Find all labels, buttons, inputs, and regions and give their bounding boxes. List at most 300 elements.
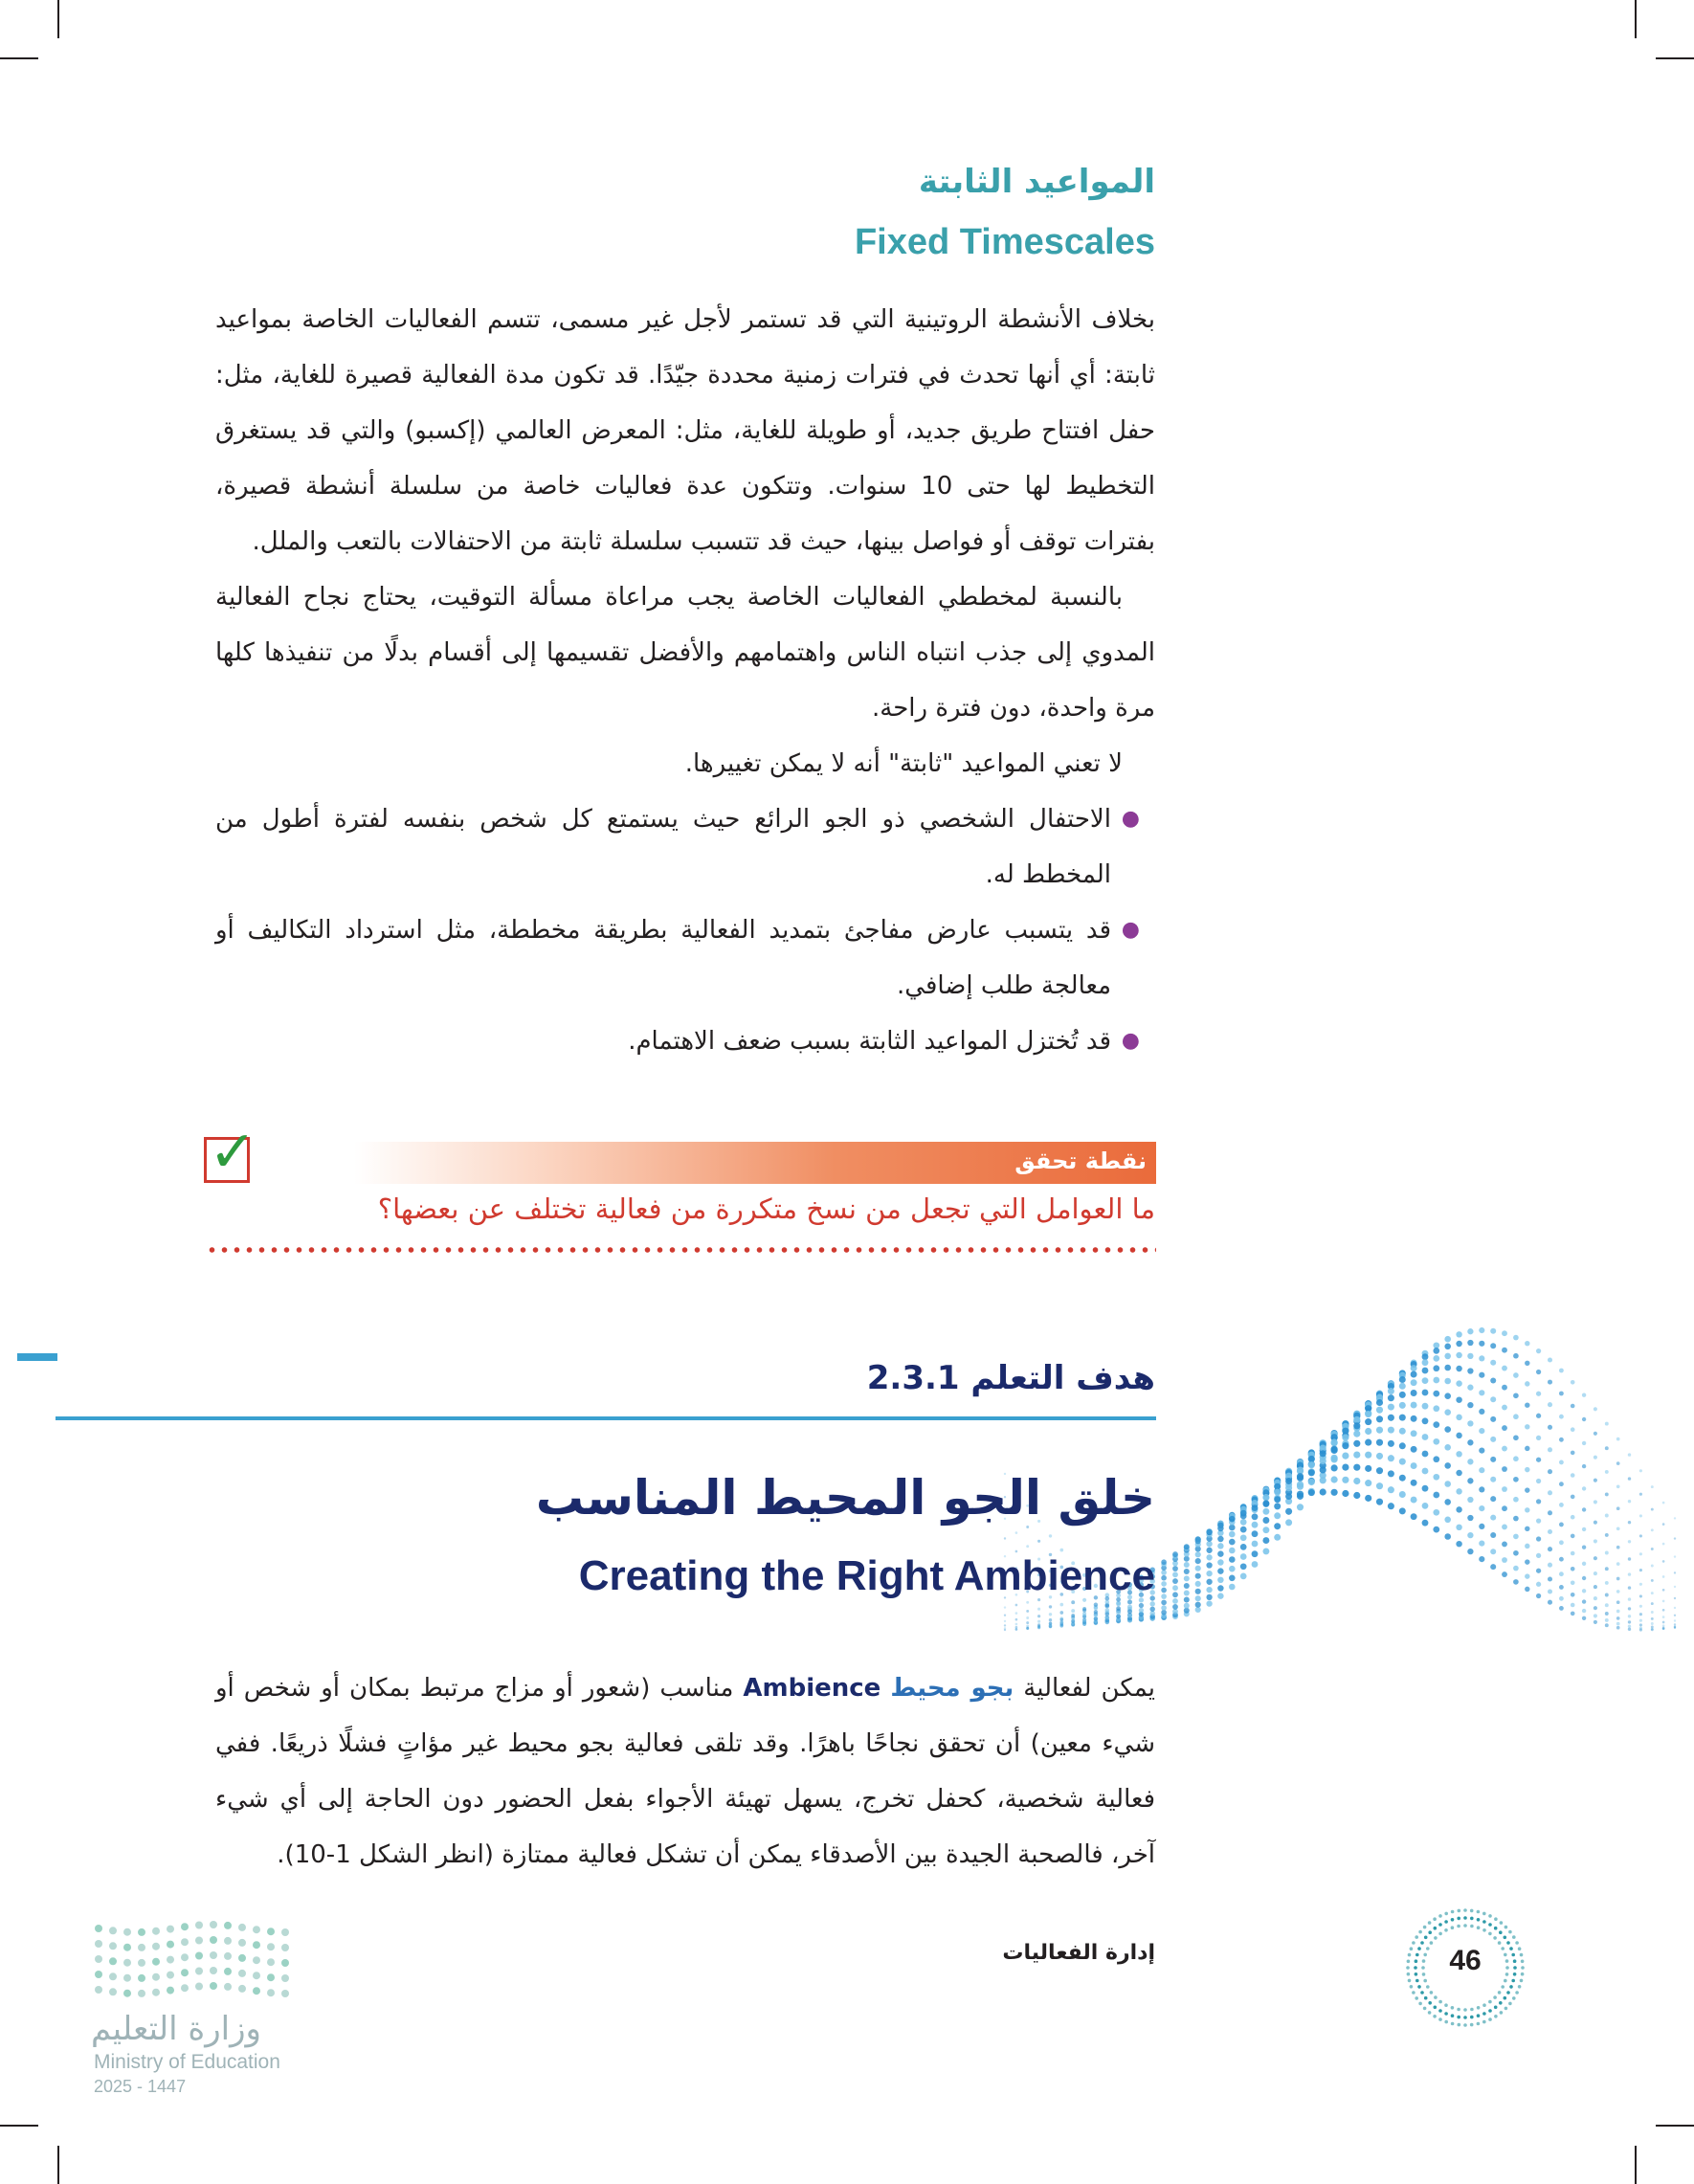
ring-dot <box>1508 1930 1512 1934</box>
logo-dot <box>224 1983 232 1991</box>
ring-dot <box>1444 1912 1448 1916</box>
wave-dot <box>1662 1560 1665 1563</box>
logo-dot <box>253 1972 260 1979</box>
wave-dot <box>1662 1616 1665 1618</box>
ring-dot <box>1438 1923 1442 1927</box>
wave-dot <box>1651 1579 1654 1582</box>
wave-dot <box>1525 1402 1529 1407</box>
wave-dot <box>1206 1594 1212 1600</box>
wave-dot <box>1467 1459 1473 1464</box>
wave-dot <box>1662 1543 1665 1546</box>
wave-dot <box>1536 1458 1541 1462</box>
logo-dot <box>109 1942 117 1950</box>
wave-dot <box>1502 1505 1507 1511</box>
wave-dot <box>1467 1328 1473 1334</box>
wave-dot <box>1285 1519 1292 1526</box>
logo-dot <box>281 1990 289 1997</box>
wave-dot <box>1502 1425 1507 1431</box>
wave-dot <box>1479 1372 1484 1378</box>
ring-dot <box>1428 1921 1432 1925</box>
wave-dot <box>1353 1464 1360 1471</box>
wave-dot <box>1285 1508 1292 1515</box>
wave-dot <box>1502 1486 1507 1492</box>
ring-dot <box>1482 1920 1486 1924</box>
paragraph: بخلاف الأنشطة الروتينية التي قد تستمر لأجل غير مسمى، تتسم الفعاليات الخاصة بمواعيد ثابتة: أي أنها تحدث في فترات زمنية محددة جيّدًا. قد تكون مدة الفعالية قصيرة للغاية، مثل: حفل افتتاح طريق جديد، أو طويلة للغاية، مثل: المعرض العالمي (إكسبو) والتي قد يستغرق التخطيط لها حتى 10 سنوات. وتتكون عدة فعاليات خاصة من سلسلة أنشطة قصيرة، بفترات توقف أو فواصل بينها، حيث قد تتسبب سلسلة ثابتة من الاحتفالات بالتعب والملل. <box>215 305 1155 556</box>
logo-dot <box>123 1944 131 1951</box>
wave-dot <box>1217 1523 1223 1528</box>
wave-dot <box>1184 1562 1190 1568</box>
wave-dot <box>1490 1360 1496 1366</box>
ring-dot <box>1494 1927 1498 1930</box>
wave-dot <box>1662 1523 1665 1526</box>
ring-dot <box>1415 1979 1419 1983</box>
wave-dot <box>1365 1495 1371 1502</box>
logo-dot <box>195 1952 203 1960</box>
wave-dot <box>1594 1500 1597 1504</box>
wave-dot <box>1651 1528 1654 1531</box>
wave-dot <box>1639 1493 1642 1496</box>
wave-dot <box>1026 1627 1029 1630</box>
wave-dot <box>1353 1422 1360 1429</box>
wave-dot <box>1674 1586 1676 1588</box>
ring-dot <box>1433 2015 1437 2018</box>
wave-dot <box>1502 1446 1507 1452</box>
ring-dot <box>1470 1909 1474 1913</box>
crop-mark <box>57 2146 59 2184</box>
ring-dot <box>1438 1932 1442 1936</box>
wave-dot <box>1594 1585 1597 1589</box>
wave-dot <box>1331 1446 1338 1453</box>
wave-dot <box>1490 1457 1496 1462</box>
wave-dot <box>1195 1536 1201 1542</box>
wave-dot <box>1582 1576 1586 1580</box>
wave-dot <box>1365 1418 1371 1425</box>
wave-dot <box>1172 1578 1178 1584</box>
wave-dot <box>1582 1441 1586 1445</box>
wave-dot <box>1433 1438 1439 1445</box>
ring-dot <box>1444 2003 1448 2007</box>
list-item: ● قد يتسبب عارض مفاجئ بتمديد الفعالية بطريقة مخططة، مثل استرداد التكاليف أو معالجة طلب إضافي. <box>215 903 1111 1014</box>
wave-dot <box>1639 1613 1642 1616</box>
ring-dot <box>1482 2012 1486 2016</box>
wave-dot <box>1433 1492 1439 1499</box>
logo-dot <box>195 1983 203 1991</box>
wave-dot <box>1628 1607 1631 1610</box>
wave-dot <box>1513 1516 1519 1522</box>
wave-dot <box>1616 1622 1620 1626</box>
wave-dot <box>1548 1402 1552 1407</box>
wave-dot <box>1513 1335 1519 1341</box>
wave-dot <box>1513 1435 1519 1440</box>
wave-dot <box>1525 1544 1529 1549</box>
wave-dot <box>1674 1597 1676 1599</box>
wave-dot <box>1456 1433 1461 1438</box>
wave-dot <box>1525 1341 1529 1346</box>
wave-dot <box>1308 1456 1315 1462</box>
wave-dot <box>1444 1393 1451 1399</box>
ring-dot <box>1505 1926 1508 1929</box>
wave-dot <box>1582 1507 1586 1511</box>
wave-dot <box>1479 1486 1484 1492</box>
wave-dot <box>1525 1361 1529 1366</box>
logo-dot <box>253 1956 260 1964</box>
wave-dot <box>1467 1340 1473 1346</box>
wave-dot <box>1594 1407 1597 1411</box>
wave-dot <box>1274 1496 1281 1503</box>
ring-dot <box>1488 2000 1492 2004</box>
wave-dot <box>1127 1605 1132 1610</box>
book-title: إدارة الفعاليات <box>1002 1941 1155 1965</box>
logo-dot <box>224 1922 232 1929</box>
wave-dot <box>1229 1575 1236 1582</box>
logo-dot <box>123 1990 131 1997</box>
wave-dot <box>1479 1327 1484 1333</box>
wave-dot <box>1536 1593 1541 1598</box>
wave-dot <box>1037 1620 1040 1623</box>
objective-marker <box>17 1353 57 1361</box>
wave-dot <box>1331 1455 1338 1461</box>
wave-dot <box>1376 1415 1383 1422</box>
wave-dot <box>1548 1576 1552 1581</box>
wave-dot <box>1411 1415 1417 1422</box>
wave-dot <box>1388 1404 1394 1411</box>
wave-dot <box>1262 1494 1269 1501</box>
wave-dot <box>1206 1571 1212 1576</box>
ring-dot <box>1488 1932 1492 1936</box>
wave-dot <box>1433 1509 1439 1516</box>
wave-dot <box>1559 1437 1564 1442</box>
wave-dot <box>1285 1484 1292 1491</box>
ring-dot <box>1457 1925 1460 1928</box>
logo-dot <box>109 1972 117 1980</box>
wave-dot <box>1628 1540 1631 1543</box>
ring-dot <box>1433 1917 1437 1921</box>
wave-dot <box>1674 1626 1676 1628</box>
ring-dot <box>1444 2012 1448 2016</box>
wave-dot <box>1195 1581 1201 1587</box>
ring-dot <box>1463 1924 1467 1928</box>
wave-dot <box>1004 1615 1006 1616</box>
wave-dot <box>1331 1489 1338 1496</box>
ring-dot <box>1504 1936 1507 1940</box>
wave-dot <box>1525 1527 1529 1531</box>
logo-dot <box>167 1987 174 1995</box>
wave-dot <box>1628 1500 1631 1503</box>
wave-dot <box>1071 1609 1075 1613</box>
wave-dot <box>1342 1464 1349 1471</box>
wave-dot <box>1217 1577 1223 1583</box>
wave-dot <box>1274 1523 1281 1529</box>
section-title-en: Creating the Right Ambience <box>578 1552 1155 1599</box>
wave-dot <box>1456 1396 1461 1402</box>
logo-dot <box>195 1922 203 1929</box>
ring-dot <box>1463 2023 1467 2027</box>
wave-dot <box>1605 1492 1609 1496</box>
logo-dot <box>181 1923 189 1930</box>
wave-dot <box>1536 1348 1541 1353</box>
wave-dot <box>1411 1402 1417 1409</box>
wave-dot <box>1172 1598 1178 1604</box>
wave-dot <box>1297 1504 1304 1510</box>
wave-dot <box>1639 1514 1642 1517</box>
wave-dot <box>1513 1372 1519 1378</box>
wave-dot <box>1479 1556 1484 1562</box>
wave-dot <box>1605 1612 1609 1616</box>
wave-dot <box>1094 1610 1098 1614</box>
wave-dot <box>1127 1609 1132 1614</box>
wave-dot <box>1582 1546 1586 1549</box>
wave-dot <box>1616 1626 1620 1630</box>
wave-dot <box>1479 1341 1484 1347</box>
ring-dot <box>1463 1916 1467 1920</box>
wave-dot <box>1605 1422 1609 1426</box>
wave-dot <box>1422 1353 1429 1360</box>
bullet-icon: ● <box>1121 918 1140 942</box>
wave-dot <box>1411 1462 1417 1469</box>
crop-mark <box>1635 2146 1637 2184</box>
wave-dot <box>1320 1466 1326 1473</box>
wave-dot <box>1605 1618 1609 1622</box>
wave-dot <box>1274 1503 1281 1509</box>
logo-dot <box>281 1944 289 1951</box>
logo-dot <box>224 1968 232 1975</box>
wave-dot <box>1467 1368 1473 1373</box>
objective-divider <box>56 1416 1156 1420</box>
wave-dot <box>1456 1541 1461 1547</box>
ring-dot <box>1488 1914 1492 1918</box>
wave-dot <box>1037 1540 1040 1543</box>
wave-dot <box>1559 1571 1564 1576</box>
ring-dot <box>1458 1909 1461 1913</box>
wave-dot <box>1388 1440 1394 1447</box>
ring-dot <box>1512 1996 1516 2000</box>
wave-dot <box>1262 1527 1269 1533</box>
wave-dot <box>1605 1581 1609 1585</box>
key-term-ar: بجو محيط <box>890 1674 1014 1703</box>
bullet-icon: ● <box>1121 1029 1140 1053</box>
section-body <box>215 1660 1155 1883</box>
wave-dot <box>1513 1456 1519 1461</box>
wave-dot <box>1342 1490 1349 1497</box>
wave-dot <box>1274 1534 1281 1541</box>
wave-dot <box>1548 1447 1552 1452</box>
wave-dot <box>1616 1600 1620 1604</box>
logo-dot <box>167 1941 174 1949</box>
wave-dot <box>1525 1587 1529 1592</box>
wave-dot <box>1252 1561 1259 1568</box>
logo-dot <box>181 1969 189 1976</box>
wave-dot <box>1559 1460 1564 1464</box>
wave-dot <box>1037 1608 1040 1611</box>
wave-dot <box>1536 1582 1541 1587</box>
wave-dot <box>1639 1583 1642 1586</box>
ring-dot <box>1509 1985 1513 1989</box>
wave-dot <box>1559 1392 1564 1396</box>
wave-dot <box>1605 1567 1609 1571</box>
wave-dot <box>1161 1559 1167 1565</box>
wave-dot <box>1240 1563 1247 1570</box>
wave-dot <box>1651 1508 1654 1511</box>
wave-dot <box>1444 1336 1451 1343</box>
wave-dot <box>1605 1533 1609 1537</box>
logo-dot <box>253 1941 260 1949</box>
logo-dot <box>95 1940 102 1948</box>
crop-mark <box>57 0 59 38</box>
wave-dot <box>1365 1480 1371 1486</box>
wave-dot <box>1229 1539 1236 1546</box>
logo-dot <box>138 1990 145 1997</box>
ring-dot <box>1477 1910 1481 1914</box>
ring-dot <box>1457 2008 1460 2012</box>
logo-dot <box>281 1959 289 1967</box>
wave-dot <box>1490 1416 1496 1422</box>
wave-dot <box>1594 1521 1597 1525</box>
logo-dot <box>281 1928 289 1936</box>
wave-dot <box>1444 1409 1451 1415</box>
wave-dot <box>1331 1464 1338 1471</box>
wave-dot <box>1525 1467 1529 1472</box>
ring-dot <box>1500 2011 1504 2015</box>
wave-dot <box>1616 1484 1620 1488</box>
wave-dot <box>1116 1602 1121 1607</box>
wave-dot <box>1456 1415 1461 1420</box>
wave-dot <box>1399 1376 1406 1383</box>
wave-dot <box>1342 1477 1349 1483</box>
logo-dot <box>123 1959 131 1967</box>
wave-dot <box>1456 1341 1461 1347</box>
wave-dot <box>1616 1527 1620 1530</box>
wave-dot <box>1262 1548 1269 1554</box>
wave-dot <box>1433 1365 1439 1371</box>
wave-dot <box>1229 1531 1236 1538</box>
wave-dot <box>1342 1442 1349 1449</box>
wave-dot <box>1616 1506 1620 1510</box>
wave-dot <box>1184 1583 1190 1589</box>
wave-dot <box>1651 1622 1654 1625</box>
wave-dot <box>1399 1507 1406 1514</box>
ring-dot <box>1434 1927 1438 1930</box>
ring-dot <box>1463 2016 1467 2019</box>
wave-dot <box>1217 1585 1223 1591</box>
wave-dot <box>1467 1532 1473 1538</box>
logo-dot <box>123 1974 131 1982</box>
wave-dot <box>1616 1577 1620 1581</box>
logo-dot <box>167 1972 174 1979</box>
wave-dot <box>1172 1592 1178 1597</box>
wave-dot <box>1651 1548 1654 1550</box>
wave-dot <box>1548 1469 1552 1474</box>
wave-dot <box>1195 1558 1201 1564</box>
wave-dot <box>1616 1437 1620 1441</box>
edition-year: 2025 - 1447 <box>94 2077 187 2096</box>
wave-dot <box>1479 1409 1484 1415</box>
wave-dot <box>1628 1521 1631 1524</box>
wave-dot <box>1639 1623 1642 1626</box>
wave-dot <box>1059 1618 1063 1622</box>
wave-dot <box>1502 1524 1507 1529</box>
wave-dot <box>1548 1425 1552 1430</box>
wave-dot <box>1320 1450 1326 1457</box>
wave-dot <box>1365 1411 1371 1417</box>
wave-dot <box>1388 1486 1394 1493</box>
logo-dot <box>238 1985 246 1993</box>
wave-dot <box>1513 1353 1519 1359</box>
wave-dot <box>1161 1605 1167 1611</box>
wave-dot <box>1433 1405 1439 1412</box>
wave-dot <box>1399 1428 1406 1435</box>
wave-dot <box>1049 1618 1052 1621</box>
ring-dot <box>1434 2006 1438 2010</box>
wave-dot <box>1229 1548 1236 1554</box>
ring-dot <box>1423 1926 1427 1929</box>
wave-dot <box>1674 1619 1676 1621</box>
wave-dot <box>1195 1589 1201 1594</box>
wave-dot <box>1559 1596 1564 1601</box>
wave-dot <box>1628 1586 1631 1589</box>
wave-dot <box>1502 1541 1507 1547</box>
wave-dot <box>1479 1448 1484 1454</box>
wave-dot <box>1456 1352 1461 1358</box>
wave-dot <box>1525 1381 1529 1386</box>
logo-dot <box>138 1959 145 1967</box>
paragraph: لا تعني المواعيد "ثابتة" أنه لا يمكن تغييرها. <box>684 749 1123 778</box>
wave-dot <box>1571 1451 1575 1456</box>
wave-dot <box>1513 1393 1519 1398</box>
wave-dot <box>1376 1427 1383 1434</box>
ring-dot <box>1451 1926 1455 1929</box>
wave-dot <box>1639 1552 1642 1555</box>
logo-dot <box>238 1954 246 1962</box>
wave-dot <box>1582 1464 1586 1468</box>
wave-dot <box>1502 1557 1507 1563</box>
wave-dot <box>1297 1491 1304 1498</box>
wave-dot <box>1582 1486 1586 1490</box>
wave-dot <box>1444 1378 1451 1385</box>
wave-dot <box>1536 1518 1541 1523</box>
wave-dot <box>1139 1603 1144 1608</box>
ring-dot <box>1520 1979 1524 1983</box>
wave-dot <box>1139 1608 1144 1613</box>
wave-dot <box>1262 1508 1269 1515</box>
ring-dot <box>1463 2008 1467 2012</box>
logo-dot <box>109 1957 117 1965</box>
wave-dot <box>1616 1616 1620 1620</box>
wave-dot <box>1548 1600 1552 1605</box>
wave-dot <box>1490 1396 1496 1402</box>
wave-dot <box>1479 1541 1484 1547</box>
wave-dot <box>1525 1487 1529 1492</box>
wave-dot <box>1479 1355 1484 1361</box>
wave-dot <box>1594 1556 1597 1560</box>
wave-dot <box>1342 1453 1349 1460</box>
wave-dot <box>1513 1497 1519 1503</box>
wave-dot <box>1616 1461 1620 1465</box>
ring-dot <box>1505 2007 1508 2011</box>
wave-dot <box>1388 1503 1394 1509</box>
wave-dot <box>1639 1628 1642 1631</box>
wave-dot <box>1015 1612 1018 1615</box>
ring-dot <box>1477 2014 1481 2017</box>
ring-dot <box>1470 1925 1474 1928</box>
wave-dot <box>1252 1530 1259 1537</box>
ring-dot <box>1428 2011 1432 2015</box>
ring-dot <box>1499 1930 1503 1934</box>
wave-dot <box>1433 1377 1439 1384</box>
wave-dot <box>1217 1550 1223 1556</box>
ring-dot <box>1426 1985 1430 1989</box>
wave-dot <box>1422 1434 1429 1440</box>
wave-dot <box>1674 1537 1676 1539</box>
